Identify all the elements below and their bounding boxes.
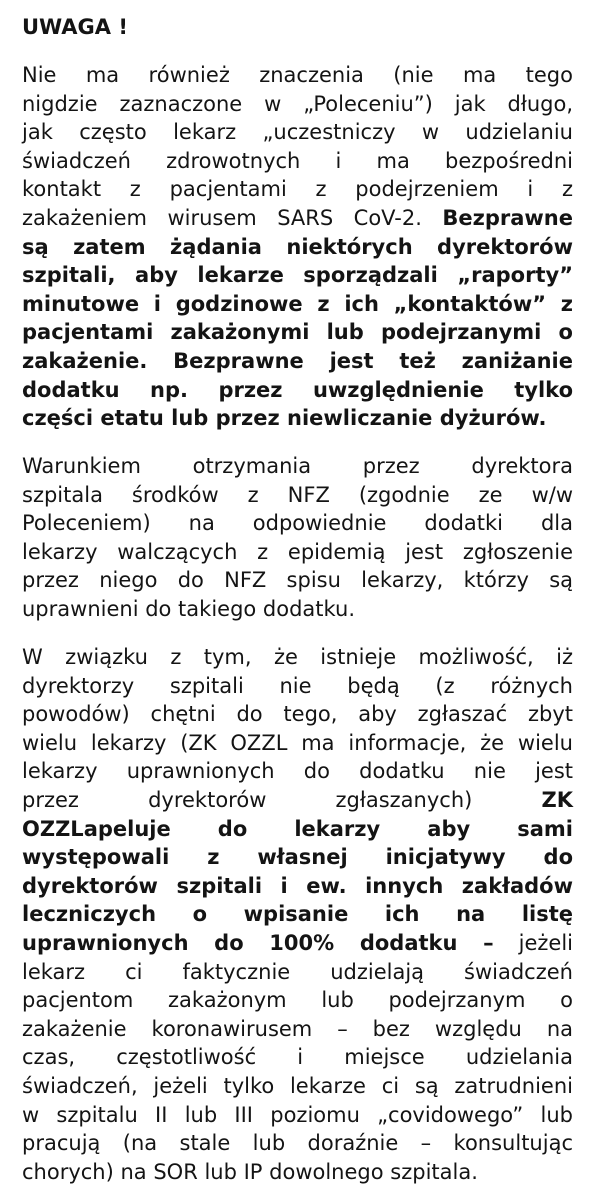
text-line xyxy=(22,929,573,958)
text-line xyxy=(22,700,573,729)
bold-text-segment: zakażenie. Bezprawne jest też zaniżanie xyxy=(22,348,573,373)
text-line xyxy=(22,61,573,90)
text-line xyxy=(22,175,573,204)
text-segment: czas, częstotliwość i miejsce udzielania xyxy=(22,1045,573,1070)
text-line xyxy=(22,1015,573,1044)
text-segment: lekarz ci faktycznie udzielają świadczeń xyxy=(22,959,573,984)
bold-text-segment: dodatku np. przez uwzględnienie tylko xyxy=(22,377,573,402)
text-segment: wielu lekarzy (ZK OZZL ma informacje, że wielu xyxy=(22,730,573,755)
text-segment: powodów) chętni do tego, aby zgłaszać zbyt xyxy=(22,702,573,727)
text-line xyxy=(22,757,573,786)
text-line xyxy=(22,595,573,624)
text-segment: przez niego do NFZ spisu lekarzy, którzy są xyxy=(22,568,573,593)
text-line xyxy=(22,261,573,290)
text-line xyxy=(22,376,573,405)
text-line xyxy=(22,786,573,815)
text-line xyxy=(22,452,573,481)
text-segment: Poleceniem) na odpowiednie dodatki dla xyxy=(22,511,573,536)
text-segment: szpitala środków z NFZ (zgodnie ze w/w xyxy=(22,482,573,507)
text-segment: pracują (na stale lub doraźnie – konsultując xyxy=(22,1131,573,1156)
text-segment: w szpitalu II lub III poziomu „covidowego” lub xyxy=(22,1102,573,1127)
text-line xyxy=(22,643,573,672)
text-line xyxy=(22,481,573,510)
text-line xyxy=(22,566,573,595)
bold-text-segment: minutowe i godzinowe z ich „kontaktów” z xyxy=(22,291,573,316)
text-segment: nigdzie zaznaczone w „Poleceniu”) jak długo, xyxy=(22,91,573,116)
text-line xyxy=(22,1043,573,1072)
text-line xyxy=(22,1101,573,1130)
text-segment: świadczeń, jeżeli tylko lekarze ci są zatrudnieni xyxy=(22,1073,573,1098)
bold-text-segment: dyrektorów szpitali i ew. innych zakładów xyxy=(22,873,573,898)
text-line xyxy=(22,815,573,844)
text-line xyxy=(22,672,573,701)
text-segment: uprawnieni do takiego dodatku. xyxy=(22,597,356,622)
text-segment: zakażenie koronawirusem – bez względu na xyxy=(22,1016,573,1041)
text-segment: Nie ma również znaczenia (nie ma tego xyxy=(22,62,573,87)
text-line xyxy=(22,958,573,987)
text-line xyxy=(22,1158,573,1187)
document-body xyxy=(22,61,573,1186)
text-segment: lekarzy uprawnionych do dodatku nie jest xyxy=(22,759,573,784)
text-line xyxy=(22,900,573,929)
warning-heading: UWAGA ! xyxy=(22,15,128,39)
text-segment: świadczeń zdrowotnych i ma bezpośredni xyxy=(22,148,573,173)
text-segment: W związku z tym, że istnieje możliwość, iż xyxy=(22,645,573,670)
text-line xyxy=(22,290,573,319)
bold-text-segment: występowali z własnej inicjatywy do xyxy=(22,845,573,870)
text-line xyxy=(22,404,573,433)
bold-text-segment: są zatem żądania niektórych dyrektorów xyxy=(22,234,573,259)
bold-text-segment: szpitali, aby lekarze sporządzali „raporty” xyxy=(22,263,573,288)
text-segment: Warunkiem otrzymania przez dyrektora xyxy=(22,454,573,479)
bold-text-segment: pacjentami zakażonymi lub podejrzanymi o xyxy=(22,320,573,345)
text-segment: jeżeli xyxy=(493,930,573,955)
text-line xyxy=(22,90,573,119)
text-segment: przez dyrektorów zgłaszanych) xyxy=(22,788,542,813)
text-segment: zakażeniem wirusem SARS CoV-2. xyxy=(22,205,443,230)
text-line xyxy=(22,118,573,147)
text-segment: chorych) na SOR lub IP dowolnego szpitala. xyxy=(22,1159,478,1184)
text-segment: pacjentom zakażonym lub podejrzanym o xyxy=(22,988,573,1013)
text-segment: dyrektorzy szpitali nie będą (z różnych xyxy=(22,673,573,698)
paragraph-3 xyxy=(22,643,573,1186)
text-line xyxy=(22,318,573,347)
text-line xyxy=(22,233,573,262)
bold-text-segment: ZK xyxy=(541,788,573,813)
text-line xyxy=(22,509,573,538)
text-line xyxy=(22,729,573,758)
bold-text-segment: Bezprawne xyxy=(442,205,573,230)
text-line xyxy=(22,347,573,376)
bold-text-segment: leczniczych o wpisanie ich na listę xyxy=(22,902,573,927)
text-segment: kontakt z pacjentami z podejrzeniem i z xyxy=(22,177,573,202)
text-line xyxy=(22,1129,573,1158)
paragraph-1 xyxy=(22,61,573,433)
text-line xyxy=(22,538,573,567)
text-line xyxy=(22,986,573,1015)
text-segment: jak często lekarz „uczestniczy w udzielaniu xyxy=(22,120,573,145)
text-line xyxy=(22,1072,573,1101)
text-segment: lekarzy walczących z epidemią jest zgłoszenie xyxy=(22,539,573,564)
paragraph-2 xyxy=(22,452,573,624)
text-line xyxy=(22,204,573,233)
text-line xyxy=(22,872,573,901)
bold-text-segment: uprawnionych do 100% dodatku – xyxy=(22,930,494,955)
bold-text-segment: OZZLapeluje do lekarzy aby sami xyxy=(22,816,573,841)
text-line xyxy=(22,843,573,872)
bold-text-segment: części etatu lub przez niewliczanie dyżurów. xyxy=(22,406,547,431)
text-line xyxy=(22,147,573,176)
